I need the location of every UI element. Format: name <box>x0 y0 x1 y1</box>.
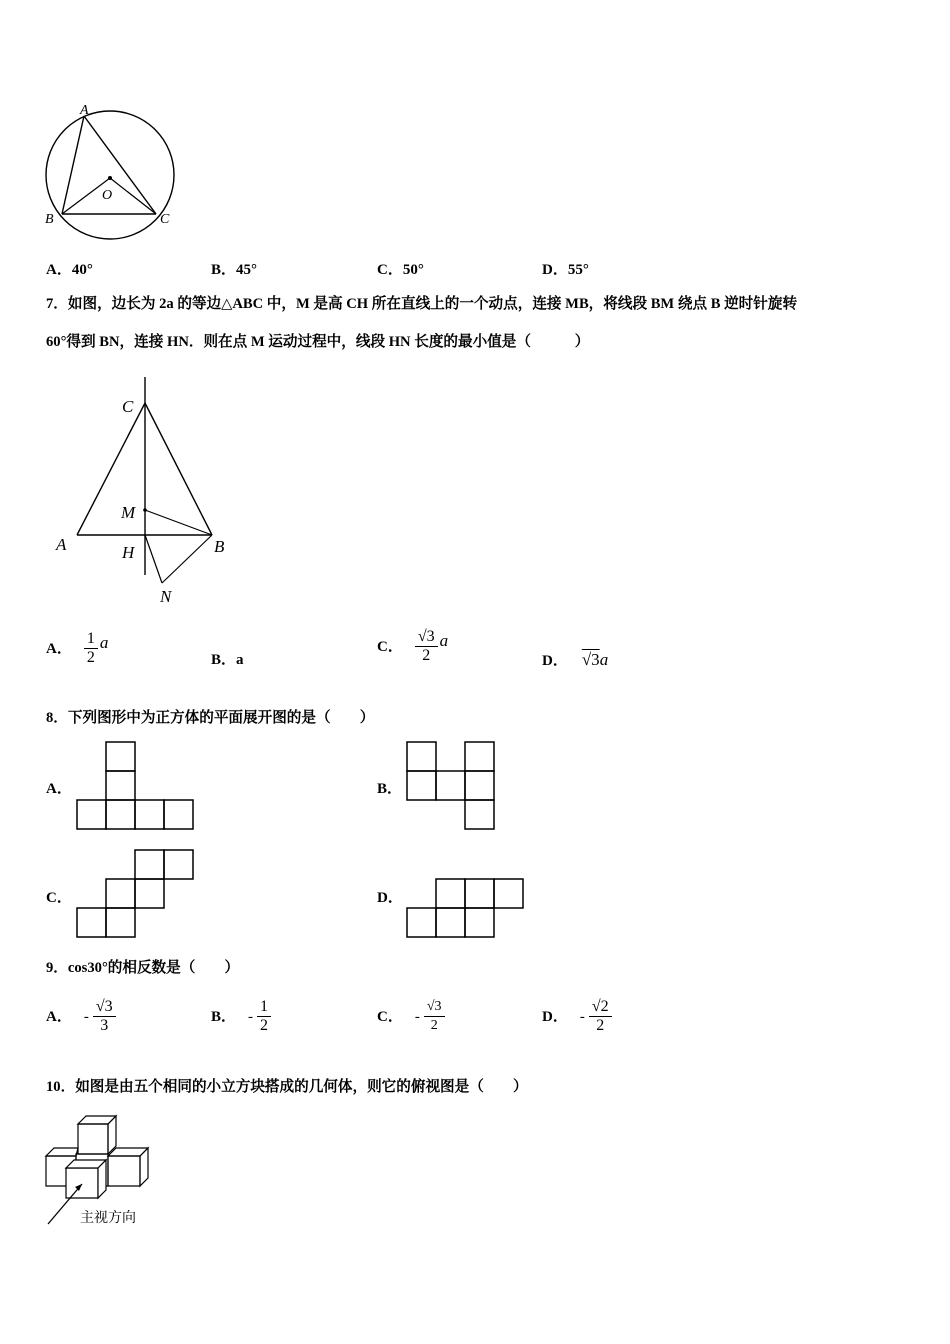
q10-view-label: 主视方向 <box>80 1209 136 1225</box>
q6-option-d[interactable]: D．55° <box>542 262 589 278</box>
q7-option-a[interactable]: A． $\frac{1}{2}$ a <box>46 630 109 666</box>
q7-option-c-fraction: $\frac{√3}{2}$ <box>415 628 438 665</box>
q8-a-square <box>77 800 106 829</box>
q8-b-square <box>407 742 436 771</box>
q8-c-square <box>77 908 106 937</box>
q8-d-square <box>436 879 465 908</box>
q7-question-line1: 7．如图，边长为 2a 的等边△ABC 中，M 是高 CH 所在直线上的一个动点，连接 MB，将线段 BM 绕点 B 逆时针旋转 <box>46 296 798 312</box>
q7-label-m: M <box>121 503 136 522</box>
q7-option-b[interactable]: B．a <box>211 652 244 668</box>
q6-option-a[interactable]: A．40° <box>46 262 93 278</box>
q7-label-n: N <box>160 587 172 606</box>
q8-option-c-label[interactable]: C． <box>46 890 72 906</box>
q10-right-cube-side <box>140 1148 148 1186</box>
q7-side-cb <box>145 403 212 535</box>
q8-option-b-net[interactable] <box>405 740 497 832</box>
q7-option-a-fraction: $\frac{1}{2}$ <box>84 630 98 667</box>
q8-option-a-label[interactable]: A． <box>46 781 72 797</box>
q6-label-c: C <box>160 212 170 227</box>
q9-option-a-fraction: $\frac{√3}{3}$ <box>93 998 116 1035</box>
q7-label-c: C <box>122 397 134 416</box>
q10-left-cube-top <box>46 1148 78 1156</box>
q6-label-o: O <box>102 188 113 203</box>
q8-option-d-label[interactable]: D． <box>377 890 403 906</box>
q8-a-square <box>106 742 135 771</box>
q6-circle <box>46 111 174 239</box>
q6-center-dot <box>108 176 112 180</box>
q7-point-m <box>143 508 147 512</box>
q8-c-square <box>135 850 164 879</box>
q7-label-a: A <box>56 535 67 554</box>
q9-option-d[interactable]: D． - $\frac{√2}{2}$ <box>542 998 612 1035</box>
q8-a-square <box>135 800 164 829</box>
q8-option-a-net[interactable] <box>75 740 195 832</box>
q9-option-a[interactable]: A． - $\frac{√3}{3}$ <box>46 998 116 1035</box>
q9-option-c-fraction: $\frac{√3}{2}$ <box>424 998 445 1035</box>
q8-question: 8．下列图形中为正方体的平面展开图的是（ ） <box>46 710 375 726</box>
q7-option-d[interactable]: D． √3a <box>542 650 609 669</box>
q6-label-b: B <box>45 212 54 227</box>
q7-option-c[interactable]: C． $\frac{√3}{2}$ a <box>377 628 449 664</box>
q6-label-a: A <box>80 103 89 118</box>
q8-c-square <box>164 850 193 879</box>
q6-option-c[interactable]: C．50° <box>377 262 424 278</box>
q8-a-square <box>164 800 193 829</box>
q8-b-square <box>407 771 436 800</box>
q8-b-square <box>465 742 494 771</box>
q7-label-b: B <box>214 537 225 556</box>
q10-top-cube-side <box>108 1116 116 1154</box>
q9-option-c[interactable]: C． - $\frac{√3}{2}$ <box>377 998 445 1035</box>
q6-side-ac <box>84 116 156 214</box>
q8-option-d-net[interactable] <box>405 877 527 940</box>
q8-d-square <box>436 908 465 937</box>
q10-top-cube-top <box>78 1116 116 1124</box>
q9-option-b[interactable]: B． - $\frac{1}{2}$ <box>211 998 271 1035</box>
q8-a-square <box>106 800 135 829</box>
q8-d-square <box>407 908 436 937</box>
q7-segment-hn <box>145 535 162 583</box>
q7-question-line2: 60°得到 BN，连接 HN．则在点 M 运动过程中，线段 HN 长度的最小值是（ ） <box>46 334 590 350</box>
q9-question: 9．cos30°的相反数是（ ） <box>46 960 240 976</box>
q7-figure <box>52 375 242 610</box>
q10-front-cube-front <box>66 1168 98 1198</box>
q8-option-c-net[interactable] <box>75 848 195 940</box>
q8-b-square <box>465 771 494 800</box>
q10-question: 10．如图是由五个相同的小立方块搭成的几何体，则它的俯视图是（ ） <box>46 1079 528 1095</box>
q6-option-b[interactable]: B．45° <box>211 262 258 278</box>
q7-segment-bn <box>162 535 212 583</box>
q10-view-arrow-line <box>48 1184 82 1224</box>
q9-option-b-fraction: $\frac{1}{2}$ <box>257 998 271 1035</box>
q8-b-square <box>465 800 494 829</box>
q8-d-square <box>494 879 523 908</box>
q10-right-cube-front <box>108 1156 140 1186</box>
q6-figure <box>44 100 180 245</box>
q8-a-square <box>106 771 135 800</box>
q9-option-d-fraction: $\frac{√2}{2}$ <box>589 998 612 1035</box>
q10-top-cube-front <box>78 1124 108 1154</box>
q8-c-square <box>135 879 164 908</box>
q7-label-h: H <box>122 543 135 562</box>
q8-option-b-label[interactable]: B． <box>377 781 403 797</box>
q8-d-square <box>465 879 494 908</box>
q8-c-square <box>106 908 135 937</box>
q8-d-square <box>465 908 494 937</box>
q8-b-square <box>436 771 465 800</box>
q8-c-square <box>106 879 135 908</box>
